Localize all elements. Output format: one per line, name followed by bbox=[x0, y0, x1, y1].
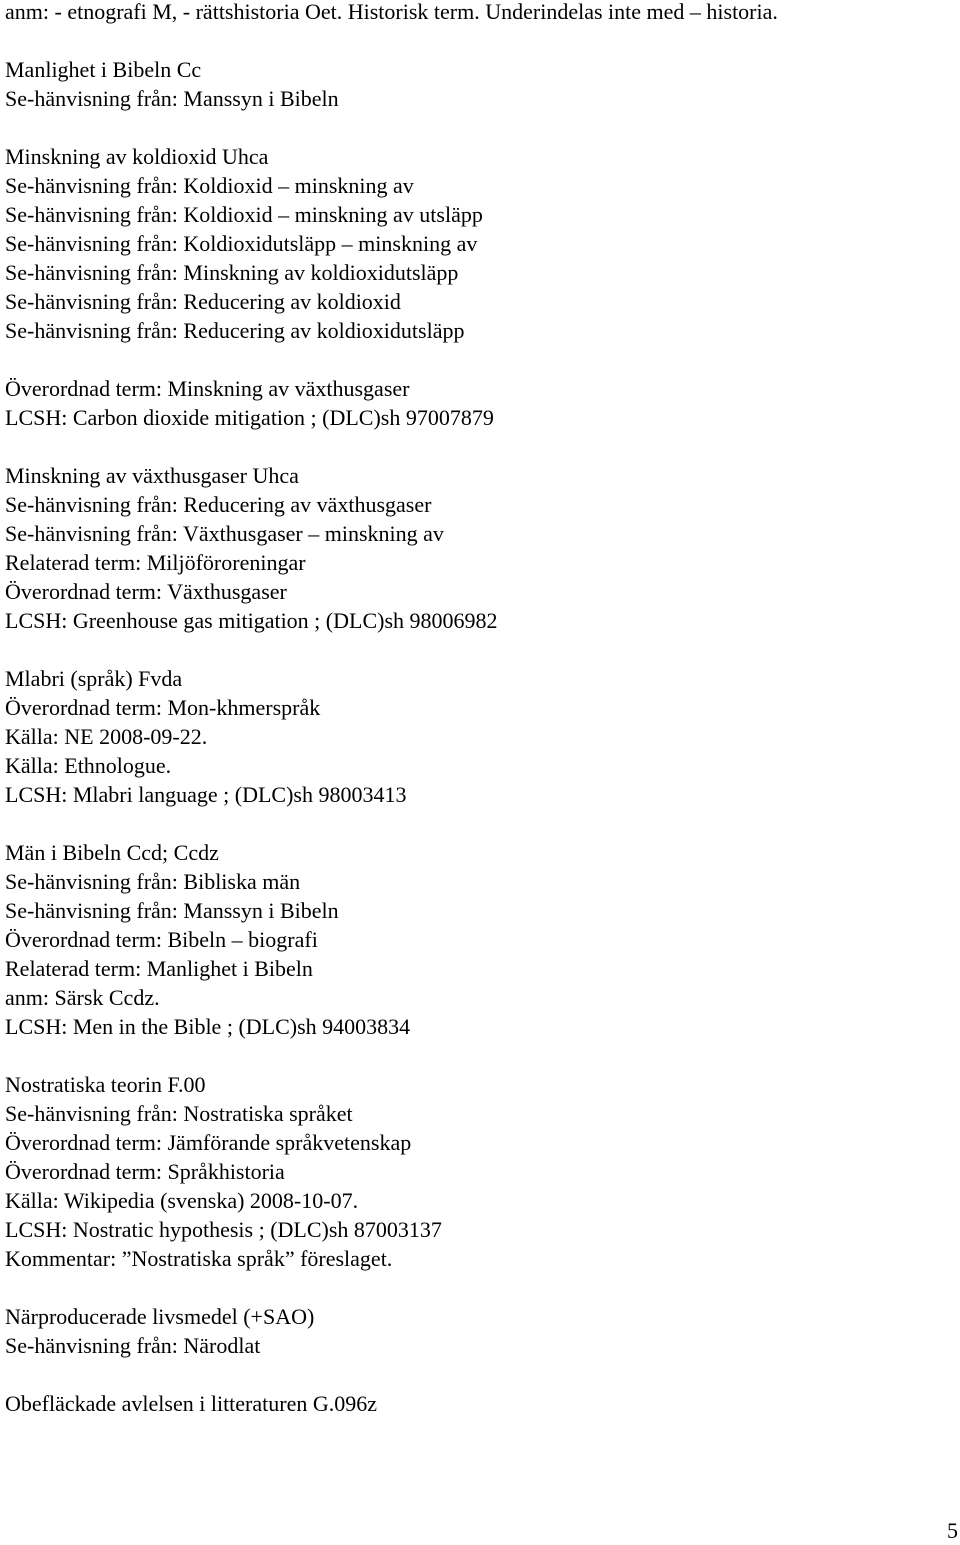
entry-heading: Nostratiska teorin F.00 bbox=[5, 1072, 206, 1097]
entry-line: LCSH: Nostratic hypothesis ; (DLC)sh 87003137 bbox=[5, 1217, 442, 1242]
entry-line: Se-hänvisning från: Reducering av växthusgaser bbox=[5, 492, 432, 517]
entry-heading: Mlabri (språk) Fvda bbox=[5, 666, 183, 691]
entry-line: Se-hänvisning från: Manssyn i Bibeln bbox=[5, 86, 339, 111]
entry-manlighet-i-bibeln bbox=[5, 55, 955, 113]
entry-mlabri bbox=[5, 664, 955, 809]
document-page bbox=[5, 0, 955, 1447]
entry-line: Källa: Ethnologue. bbox=[5, 753, 172, 778]
entry-line: Överordnad term: Bibeln – biografi bbox=[5, 927, 318, 952]
entry-line: Se-hänvisning från: Minskning av koldioxidutsläpp bbox=[5, 260, 459, 285]
entry-heading: Obefläckade avlelsen i litteraturen G.096z bbox=[5, 1391, 378, 1416]
entry-line: Källa: NE 2008-09-22. bbox=[5, 724, 208, 749]
page-number: 5 bbox=[947, 1518, 958, 1543]
entry-line: anm: Särsk Ccdz. bbox=[5, 985, 160, 1010]
entry-line: Överordnad term: Mon-khmerspråk bbox=[5, 695, 321, 720]
entry-line: Relaterad term: Manlighet i Bibeln bbox=[5, 956, 313, 981]
entry-heading: Män i Bibeln Ccd; Ccdz bbox=[5, 840, 219, 865]
entry-line: Se-hänvisning från: Koldioxid – minskning av utsläpp bbox=[5, 202, 483, 227]
entry-line: Överordnad term: Minskning av växthusgaser bbox=[5, 376, 410, 401]
entry-line: Se-hänvisning från: Reducering av koldioxid bbox=[5, 289, 401, 314]
entry-line: Se-hänvisning från: Koldioxid – minskning av bbox=[5, 173, 414, 198]
entry-narproducerade-livsmedel bbox=[5, 1302, 955, 1360]
entry-line: Se-hänvisning från: Närodlat bbox=[5, 1333, 261, 1358]
entry-line: Överordnad term: Växthusgaser bbox=[5, 579, 287, 604]
entry-line: LCSH: Greenhouse gas mitigation ; (DLC)sh 98006982 bbox=[5, 608, 498, 633]
entry-heading: Närproducerade livsmedel (+SAO) bbox=[5, 1304, 315, 1329]
entry-nostratiska-teorin bbox=[5, 1070, 955, 1273]
entry-heading: Minskning av koldioxid Uhca bbox=[5, 144, 269, 169]
entry-line: Kommentar: ”Nostratiska språk” föreslaget. bbox=[5, 1246, 393, 1271]
entry-line: Se-hänvisning från: Koldioxidutsläpp – minskning av bbox=[5, 231, 478, 256]
entry-line: LCSH: Mlabri language ; (DLC)sh 98003413 bbox=[5, 782, 407, 807]
entry-line: anm: - etnografi M, - rättshistoria Oet. Historisk term. Underindelas inte med – historia. bbox=[5, 0, 778, 24]
entry-man-i-bibeln bbox=[5, 838, 955, 1041]
entry-line: Se-hänvisning från: Reducering av koldioxidutsläpp bbox=[5, 318, 465, 343]
entry-line: Se-hänvisning från: Växthusgaser – minskning av bbox=[5, 521, 444, 546]
entry-line: Källa: Wikipedia (svenska) 2008-10-07. bbox=[5, 1188, 359, 1213]
entry-line: Relaterad term: Miljöföroreningar bbox=[5, 550, 306, 575]
entry-obeflackade-avlelsen bbox=[5, 1389, 955, 1418]
entry-line: LCSH: Men in the Bible ; (DLC)sh 94003834 bbox=[5, 1014, 411, 1039]
entry-fragment bbox=[5, 0, 955, 26]
entry-minskning-av-vaxthusgaser bbox=[5, 461, 955, 635]
entry-line: Se-hänvisning från: Bibliska män bbox=[5, 869, 301, 894]
entry-line: LCSH: Carbon dioxide mitigation ; (DLC)sh 97007879 bbox=[5, 405, 494, 430]
entry-line: Överordnad term: Språkhistoria bbox=[5, 1159, 285, 1184]
entry-line: Se-hänvisning från: Nostratiska språket bbox=[5, 1101, 353, 1126]
entry-line: Överordnad term: Jämförande språkvetenskap bbox=[5, 1130, 412, 1155]
entry-heading: Minskning av växthusgaser Uhca bbox=[5, 463, 299, 488]
entry-minskning-av-koldioxid bbox=[5, 142, 955, 432]
entry-heading: Manlighet i Bibeln Cc bbox=[5, 57, 202, 82]
blank-line bbox=[5, 345, 955, 374]
entry-line: Se-hänvisning från: Manssyn i Bibeln bbox=[5, 898, 339, 923]
